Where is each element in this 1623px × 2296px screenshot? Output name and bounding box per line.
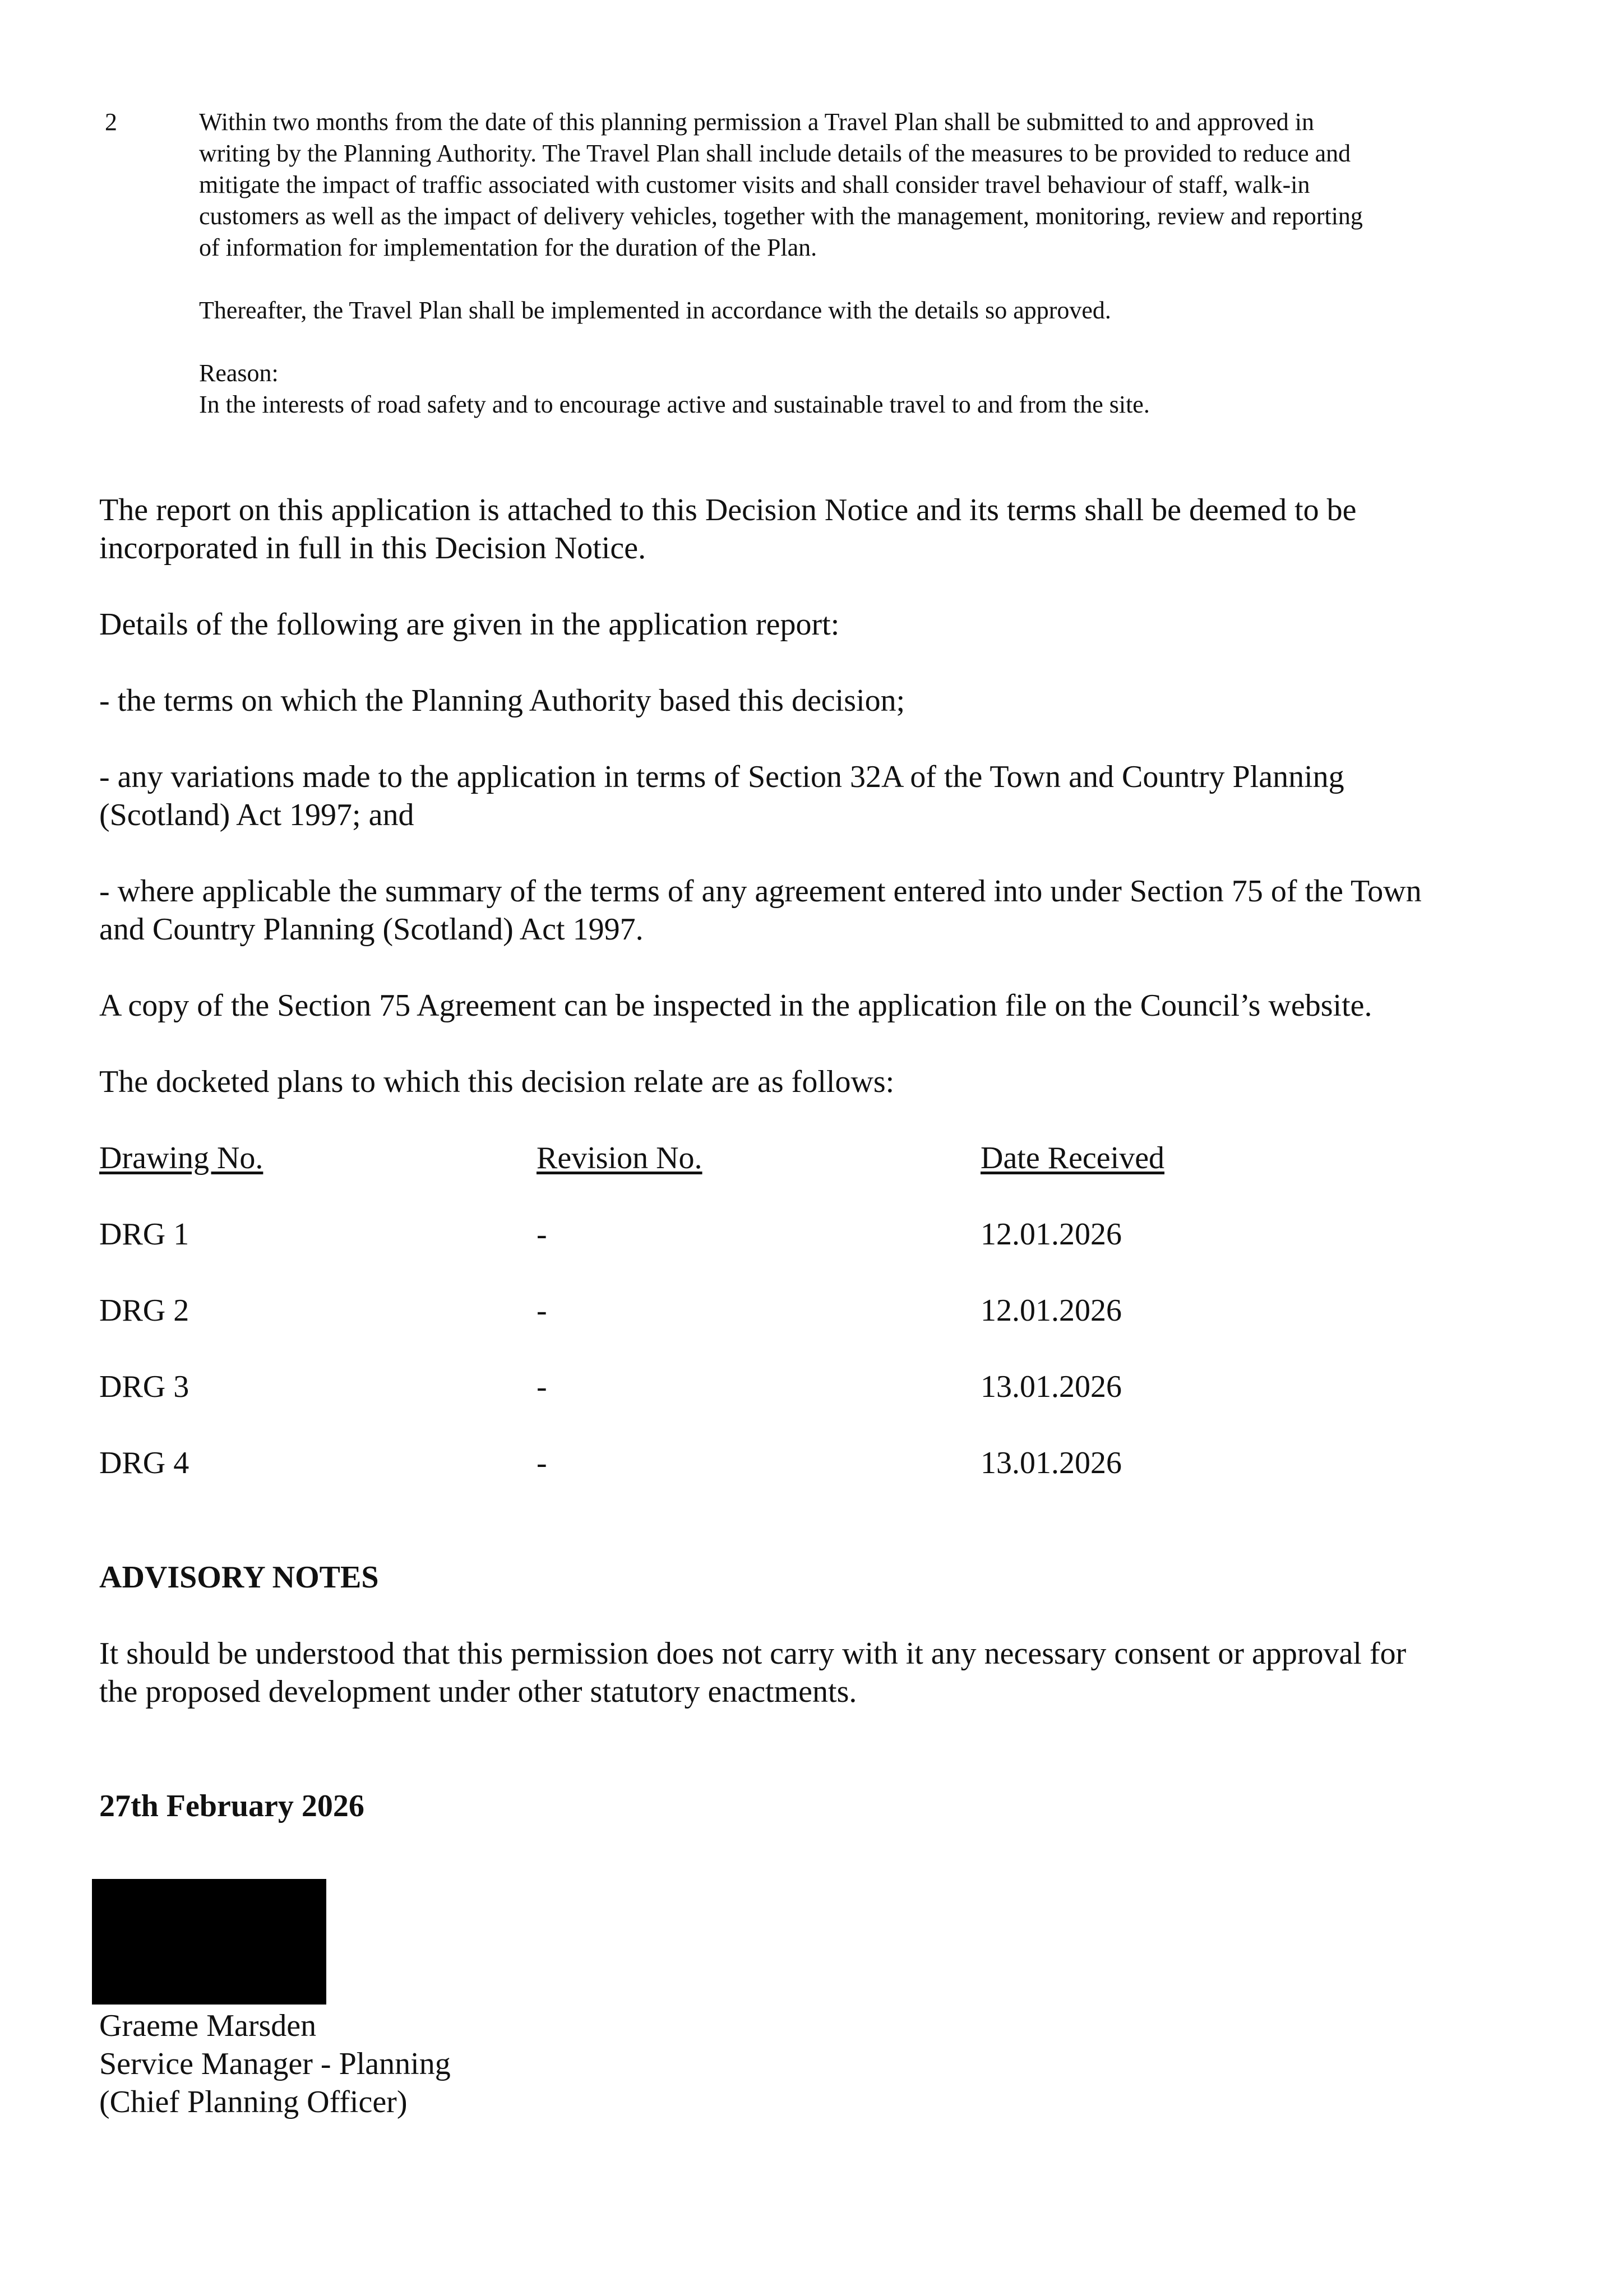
main-body <box>99 491 1434 1844</box>
advisory-heading: ADVISORY NOTES <box>99 1560 379 1595</box>
details-item-terms: - the terms on which the Planning Authority based this decision; <box>99 683 905 718</box>
details-intro: Details of the following are given in the application report: <box>99 607 840 642</box>
date-cell: 12.01.2026 <box>981 1293 1122 1328</box>
signatory-block <box>99 2007 451 2121</box>
section-75-paragraph: A copy of the Section 75 Agreement can be inspected in the application file on the Council’s website. <box>99 988 1372 1023</box>
date-cell: 12.01.2026 <box>981 1217 1122 1252</box>
drawings-header-row <box>99 1139 1434 1215</box>
redacted-signature <box>92 1879 326 2005</box>
revision-cell: - <box>537 1369 547 1404</box>
signatory-role: (Chief Planning Officer) <box>99 2085 408 2119</box>
reason-label: Reason: <box>199 359 279 387</box>
revision-cell: - <box>537 1217 547 1252</box>
table-row <box>99 1368 1434 1444</box>
table-row <box>99 1215 1434 1292</box>
header-revision-no: Revision No. <box>537 1141 702 1175</box>
condition-thereafter: Thereafter, the Travel Plan shall be implemented in accordance with the details so approved. <box>199 297 1111 324</box>
report-paragraph: The report on this application is attached to this Decision Notice and its terms shall be deemed to be incorporated in full in this Decision Notice. <box>99 493 1357 566</box>
decision-date: 27th February 2026 <box>99 1789 364 1823</box>
header-date-received: Date Received <box>981 1141 1165 1175</box>
condition-block <box>199 107 1388 420</box>
date-cell: 13.01.2026 <box>981 1446 1122 1480</box>
condition-reason <box>199 358 1388 420</box>
docketed-plans-intro: The docketed plans to which this decision relate are as follows: <box>99 1064 895 1099</box>
drawings-table <box>99 1139 1434 1482</box>
details-item-variations: - any variations made to the application in terms of Section 32A of the Town and Country Planning (Scotland) Act 1997; and <box>99 760 1344 832</box>
table-row <box>99 1292 1434 1368</box>
revision-cell: - <box>537 1293 547 1328</box>
reason-text: In the interests of road safety and to encourage active and sustainable travel to and from the site. <box>199 391 1150 418</box>
signatory-title: Service Manager - Planning <box>99 2047 451 2081</box>
date-cell: 13.01.2026 <box>981 1369 1122 1404</box>
advisory-text: It should be understood that this permission does not carry with it any necessary consent or approval for the proposed development under other statutory enactments. <box>99 1636 1407 1709</box>
revision-cell: - <box>537 1446 547 1480</box>
drawing-cell: DRG 4 <box>99 1446 189 1480</box>
details-item-agreement: - where applicable the summary of the terms of any agreement entered into under Section 75 of the Town and Country Planning (Scotland) Act 1997. <box>99 874 1422 947</box>
condition-text: Within two months from the date of this planning permission a Travel Plan shall be submitted to and approved in writing by the Planning Authority. The Travel Plan shall include details of the measures to be provided to reduce and mitigate the impact of traffic associated with customer visits and shall consider travel behaviour of staff, walk-in customers as well as the impact of delivery vehicles, together with the management, monitoring, review and reporting of information for implementation for the duration of the Plan. <box>199 108 1363 261</box>
drawing-cell: DRG 2 <box>99 1293 189 1328</box>
signatory-name: Graeme Marsden <box>99 2008 317 2043</box>
drawing-cell: DRG 1 <box>99 1217 189 1252</box>
drawing-cell: DRG 3 <box>99 1369 189 1404</box>
table-row <box>99 1444 1434 1482</box>
header-drawing-no: Drawing No. <box>99 1141 263 1175</box>
condition-number: 2 <box>105 108 117 136</box>
